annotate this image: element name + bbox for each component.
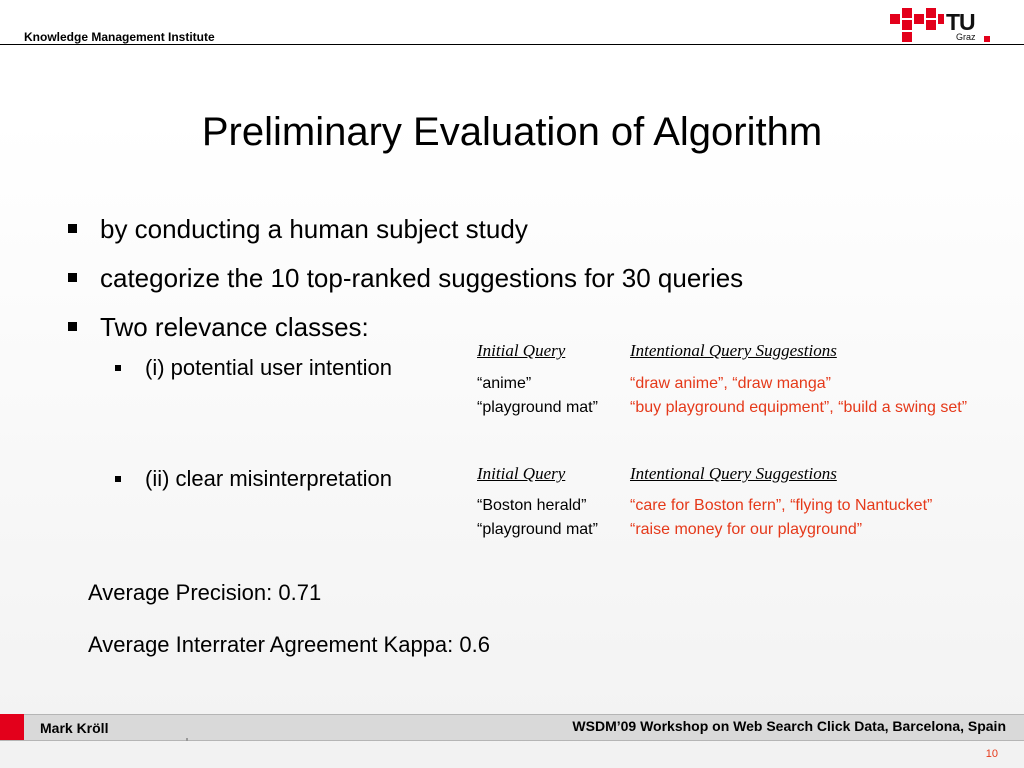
sub-bullet-text: (ii) clear misinterpretation	[145, 466, 392, 491]
institute-name: Knowledge Management Institute	[24, 30, 215, 44]
bullet-item	[100, 263, 743, 294]
footer-accent	[0, 714, 24, 740]
bullet-item	[100, 214, 528, 245]
table-cell-query: “playground mat”	[477, 521, 598, 538]
slide-title: Preliminary Evaluation of Algorithm	[201, 110, 823, 154]
sub-bullet-item	[145, 466, 392, 492]
bullet-marker-icon	[68, 224, 77, 233]
table-cell-suggestion: “buy playground equipment”, “build a swing set”	[630, 399, 968, 416]
table-cell-suggestion: “draw anime”, “draw manga”	[630, 375, 831, 392]
table-cell-query: “playground mat”	[477, 399, 598, 416]
table-header-suggestions: Intentional Query Suggestions	[630, 341, 837, 360]
table-cell-query: “Boston herald”	[477, 497, 587, 514]
footer-divider	[186, 738, 188, 741]
conference-name: WSDM’09 Workshop on Web Search Click Data, Barcelona, Spain	[572, 718, 1006, 734]
header-divider	[0, 44, 1024, 45]
table-cell-suggestion: “care for Boston fern”, “flying to Nantucket”	[630, 497, 933, 514]
interrater-agreement: Average Interrater Agreement Kappa: 0.6	[88, 632, 490, 657]
table-cell-query: “anime”	[477, 375, 532, 392]
bullet-text: categorize the 10 top-ranked suggestions for 30 queries	[100, 263, 744, 293]
sub-bullet-text: (i) potential user intention	[145, 355, 393, 380]
sub-bullet-item	[145, 355, 392, 381]
logo-text: TU	[946, 9, 975, 35]
bullet-marker-icon	[68, 322, 77, 331]
bullet-text: by conducting a human subject study	[100, 214, 528, 244]
sub-bullet-marker-icon	[115, 365, 121, 371]
table-header-initial-query: Initial Query	[477, 464, 566, 483]
bullet-item	[100, 312, 369, 343]
bullet-marker-icon	[68, 273, 77, 282]
logo-subtext: Graz	[956, 32, 976, 42]
sub-bullet-marker-icon	[115, 476, 121, 482]
bullet-text: Two relevance classes:	[100, 312, 369, 342]
average-precision: Average Precision: 0.71	[88, 580, 322, 605]
page-number: 10	[985, 748, 998, 760]
table-header-initial-query: Initial Query	[477, 341, 566, 360]
tu-graz-logo	[888, 4, 1000, 44]
table-cell-suggestion: “raise money for our playground”	[630, 521, 863, 538]
presenter-name: Mark Kröll	[40, 720, 109, 736]
table-header-suggestions: Intentional Query Suggestions	[630, 464, 837, 483]
